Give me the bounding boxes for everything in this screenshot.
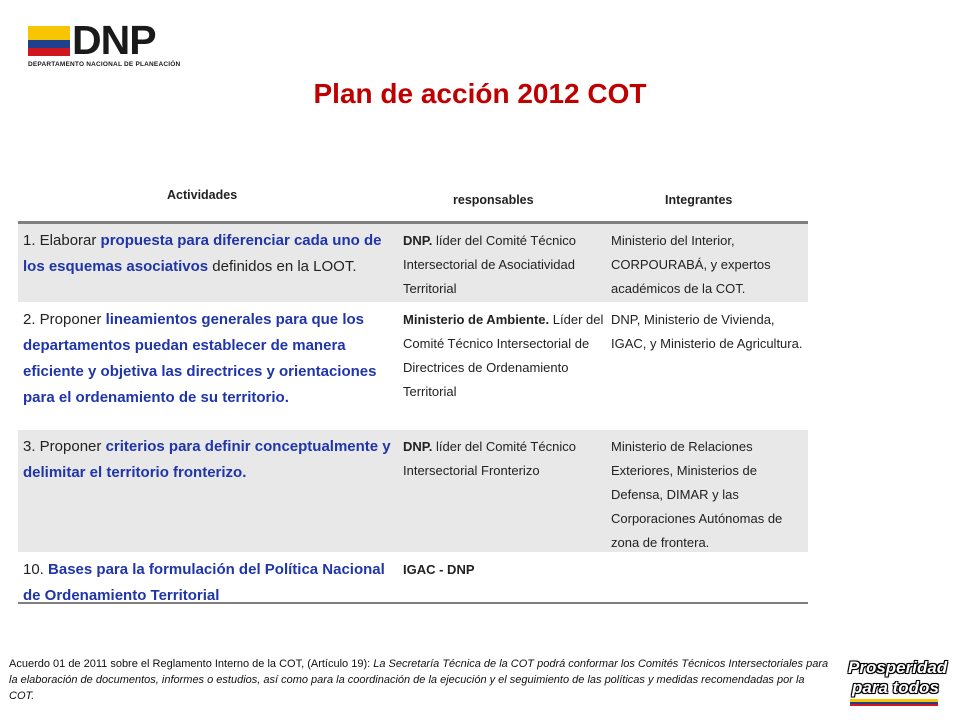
- logo-name: DNP: [72, 17, 156, 63]
- table-row: [18, 553, 808, 604]
- header-actividades: Actividades: [167, 188, 238, 202]
- responsible-lead: IGAC - DNP: [403, 562, 475, 577]
- activity-number: 1. Elaborar: [23, 232, 101, 249]
- colombia-flag-icon: [28, 26, 70, 56]
- activity-cell: [18, 553, 398, 602]
- responsible-cell: [398, 224, 606, 302]
- action-plan-table: [18, 221, 808, 604]
- table-row: [18, 224, 808, 303]
- activity-highlight: lineamientos generales para que los departamentos puedan establecer de manera eficiente y objetiva las directrices y orientaciones para el ordenamiento de su territorio.: [23, 311, 377, 406]
- header-integrantes: Integrantes: [665, 193, 733, 207]
- activity-highlight: propuesta para diferenciar cada uno de los esquemas asociativos: [23, 232, 382, 275]
- activity-number: 10.: [23, 561, 49, 578]
- responsible-cell: [398, 303, 606, 429]
- activity-number: 2. Proponer: [23, 311, 106, 328]
- members-cell: [606, 553, 808, 602]
- activity-highlight: criterios para definir conceptualmente y delimitar el territorio fronterizo.: [23, 438, 391, 481]
- activity-cell: [18, 303, 398, 429]
- responsible-text: líder del Comité Técnico Intersectorial de Asociatividad Territorial: [403, 233, 576, 296]
- activity-rest: definidos en la LOOT.: [208, 258, 357, 275]
- responsible-lead: DNP.: [403, 233, 433, 248]
- activity-cell: [18, 430, 398, 552]
- page-title: Plan de acción 2012 COT: [313, 78, 647, 109]
- table-row: [18, 303, 808, 430]
- badge-line-2: para todos: [852, 678, 939, 697]
- badge-line-1: Prosperidad: [848, 658, 948, 677]
- logo-subtitle: DEPARTAMENTO NACIONAL DE PLANEACIÓN: [28, 61, 181, 68]
- responsible-lead: DNP.: [403, 439, 433, 454]
- responsible-cell: [398, 553, 606, 602]
- responsible-text: líder del Comité Técnico Intersectorial Fronterizo: [403, 439, 576, 478]
- header-responsables: responsables: [453, 193, 534, 207]
- footer-note: [9, 656, 829, 704]
- members-cell: DNP, Ministerio de Vivienda, IGAC, y Ministerio de Agricultura.: [611, 312, 803, 351]
- activity-cell: [18, 224, 398, 302]
- responsible-text: Líder del Comité Técnico Intersectorial de Directrices de Ordenamiento Territorial: [403, 312, 604, 399]
- members-cell: Ministerio del Interior, CORPOURABÁ, y expertos académicos de la COT.: [611, 233, 771, 296]
- prosperidad-badge: [848, 654, 948, 704]
- members-cell: Ministerio de Relaciones Exteriores, Ministerios de Defensa, DIMAR y las Corporaciones Autónomas de zona de frontera.: [611, 439, 783, 550]
- responsible-cell: [398, 430, 606, 552]
- footer-quote: La Secretaría Técnica de la COT podrá conformar los Comités Técnicos Intersectoriales para la elaboración de documentos, informes o estudios, así como para la coordinación de la ejecución y el seguimiento de las políticas y medidas recomendadas por la COT.: [9, 658, 829, 702]
- responsible-lead: Ministerio de Ambiente.: [403, 312, 550, 327]
- dnp-logo: [28, 17, 188, 70]
- activity-number: 3. Proponer: [23, 438, 106, 455]
- activity-highlight: Bases para la formulación del Política Nacional de Ordenamiento Territorial: [23, 561, 385, 604]
- footer-reference: Acuerdo 01 de 2011 sobre el Reglamento Interno de la COT, (Artículo 19):: [9, 658, 374, 670]
- table-row: [18, 430, 808, 553]
